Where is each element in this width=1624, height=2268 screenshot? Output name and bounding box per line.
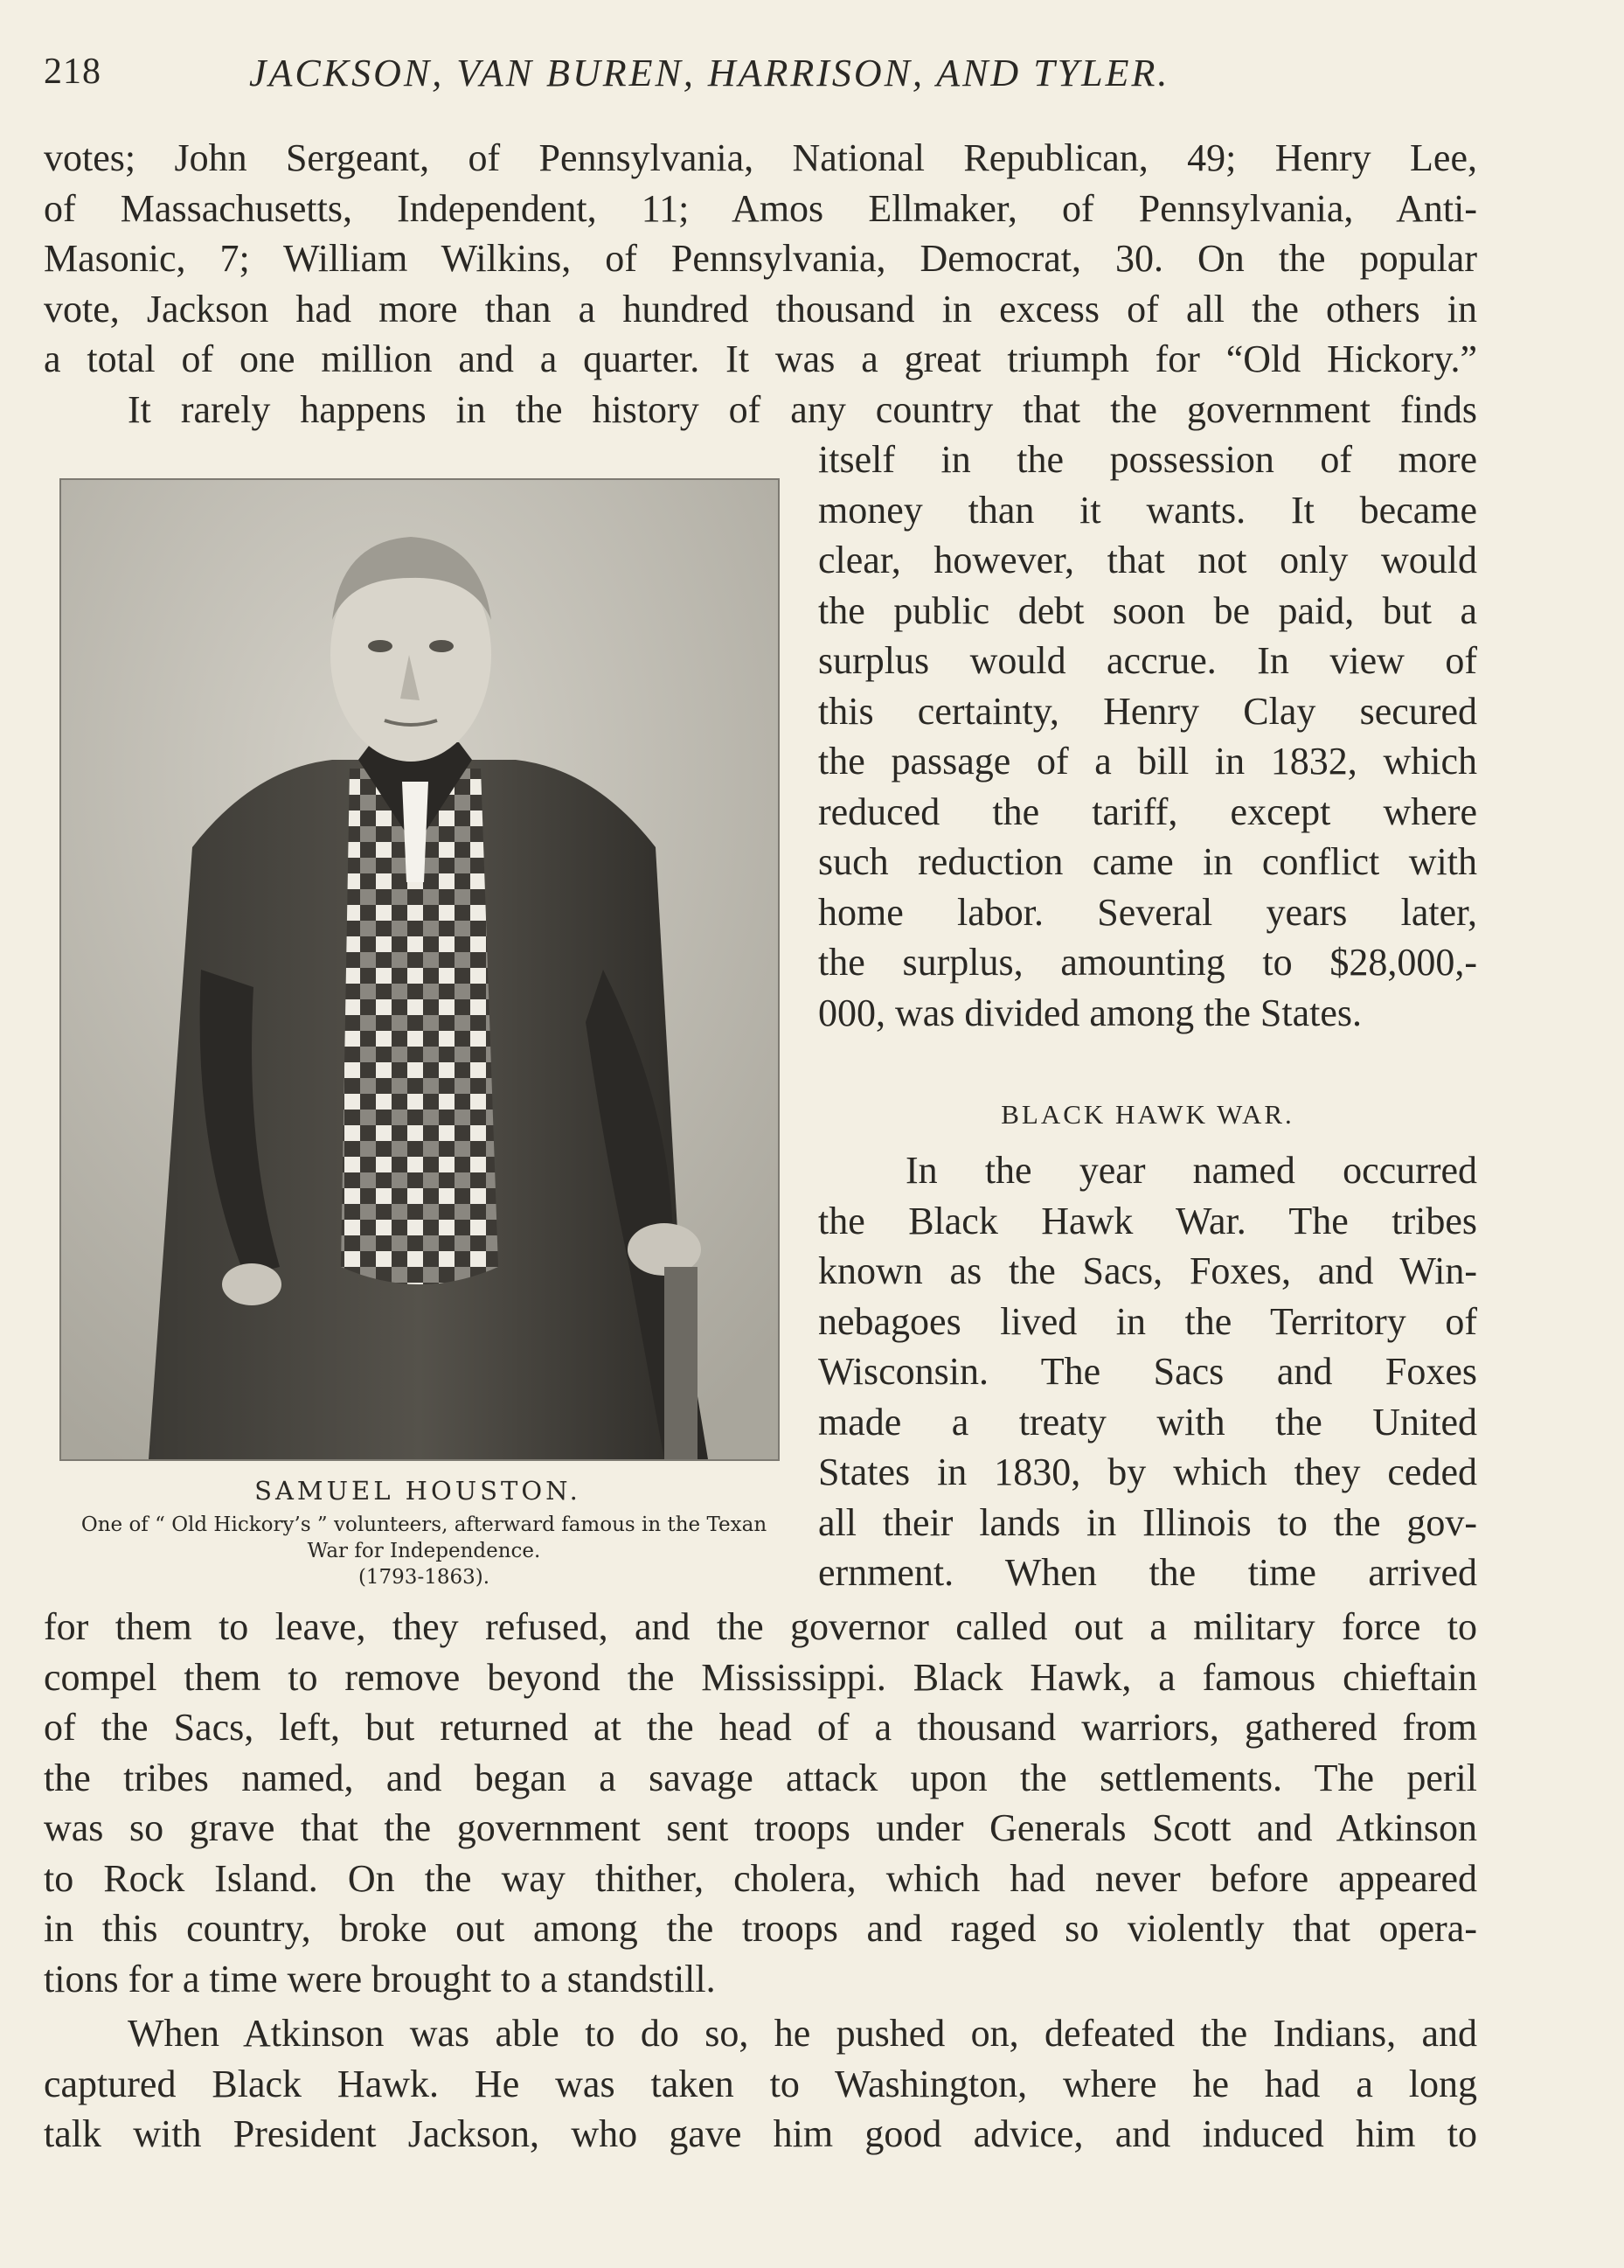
closing-paragraph [44, 1602, 1477, 2004]
right-column-surplus [818, 435, 1477, 1038]
caption-description: One of “ Old Hickory’s ” volunteers, afterward famous in the Texan [80, 1513, 767, 1536]
text-line: the tribes named, and began a savage attack upon the settlements. The peril [44, 1756, 1477, 1799]
text-line: of Massachusetts, Independent, 11; Amos Ellmaker, of Pennsylvania, Anti- [44, 186, 1477, 230]
page-header [44, 42, 1475, 112]
text-line: nebagoes lived in the Territory of [818, 1299, 1477, 1343]
text-line: talk with President Jackson, who gave him good advice, and induced him to [44, 2112, 1477, 2155]
text-line: this certainty, Henry Clay secured [818, 689, 1477, 733]
text-line: tions for a time were brought to a standstill. [44, 1957, 716, 2000]
text-line: the passage of a bill in 1832, which [818, 740, 1477, 783]
text-line: Masonic, 7; William Wilkins, of Pennsylvania, Democrat, 30. On the popular [44, 237, 1477, 280]
caption-title: SAMUEL HOUSTON. [254, 1476, 581, 1506]
page-number: 218 [44, 52, 101, 92]
text-line: to Rock Island. On the way thither, cholera, which had never before appeared [44, 1856, 1477, 1900]
text-line: such reduction came in conflict with [818, 840, 1477, 883]
text-line: Wisconsin. The Sacs and Foxes [818, 1350, 1477, 1393]
text-line: captured Black Hawk. He was taken to Washington, where he had a long [44, 2062, 1477, 2105]
caption-dates: (1793-1863). [357, 1566, 490, 1589]
text-line: surplus would accrue. In view of [818, 639, 1477, 682]
text-line: itself in the possession of more [818, 438, 1477, 481]
text-line: the Black Hawk War. The tribes [818, 1199, 1477, 1242]
right-column-black-hawk [818, 1145, 1477, 1598]
text-line: States in 1830, by which they ceded [818, 1451, 1477, 1493]
text-line: a total of one million and a quarter. It was a great triumph for “Old Hickory.” [44, 337, 1477, 380]
text-line: the public debt soon be paid, but a [818, 588, 1477, 632]
text-line: was so grave that the government sent troops under Generals Scott and Atkinson [44, 1806, 1477, 1849]
text-line: When Atkinson was able to do so, he pushed on, defeated the Indians, and [128, 2012, 1477, 2055]
final-paragraph [44, 2008, 1477, 2160]
section-heading: BLACK HAWK WAR. [1001, 1099, 1294, 1130]
text-line: In the year named occurred [906, 1149, 1477, 1192]
running-title: JACKSON, VAN BUREN, HARRISON, AND TYLER. [249, 52, 1170, 94]
text-line: known as the Sacs, Foxes, and Win- [818, 1249, 1477, 1292]
text-line: the surplus, amounting to $28,000,- [818, 941, 1477, 984]
text-line: It rarely happens in the history of any country that the government finds [128, 387, 1477, 431]
text-line: ernment. When the time arrived [818, 1551, 1477, 1594]
portrait-photo [59, 478, 780, 1461]
text-line: money than it wants. It became [818, 488, 1477, 532]
text-line: all their lands in Illinois to the gov- [818, 1500, 1477, 1544]
text-line: reduced the tariff, except where [818, 790, 1477, 833]
text-line: for them to leave, they refused, and the governor called out a military force to [44, 1605, 1477, 1648]
text-line: compel them to remove beyond the Mississippi. Black Hawk, a famous chieftain [44, 1655, 1477, 1699]
text-line: home labor. Several years later, [818, 890, 1477, 934]
portrait-illustration [61, 480, 778, 1459]
text-line: clear, however, that not only would [818, 539, 1477, 581]
text-line: votes; John Sergeant, of Pennsylvania, National Republican, 49; Henry Lee, [44, 136, 1477, 179]
text-line: in this country, broke out among the troops and raged so violently that opera- [44, 1907, 1477, 1950]
text-line: made a treaty with the United [818, 1400, 1477, 1444]
caption-description: War for Independence. [307, 1540, 541, 1562]
opening-paragraph [44, 133, 1477, 435]
text-line: of the Sacs, left, but returned at the head of a thousand warriors, gathered from [44, 1706, 1477, 1749]
text-line: vote, Jackson had more than a hundred thousand in excess of all the others in [44, 287, 1477, 330]
text-line: 000, was divided among the States. [818, 991, 1363, 1034]
